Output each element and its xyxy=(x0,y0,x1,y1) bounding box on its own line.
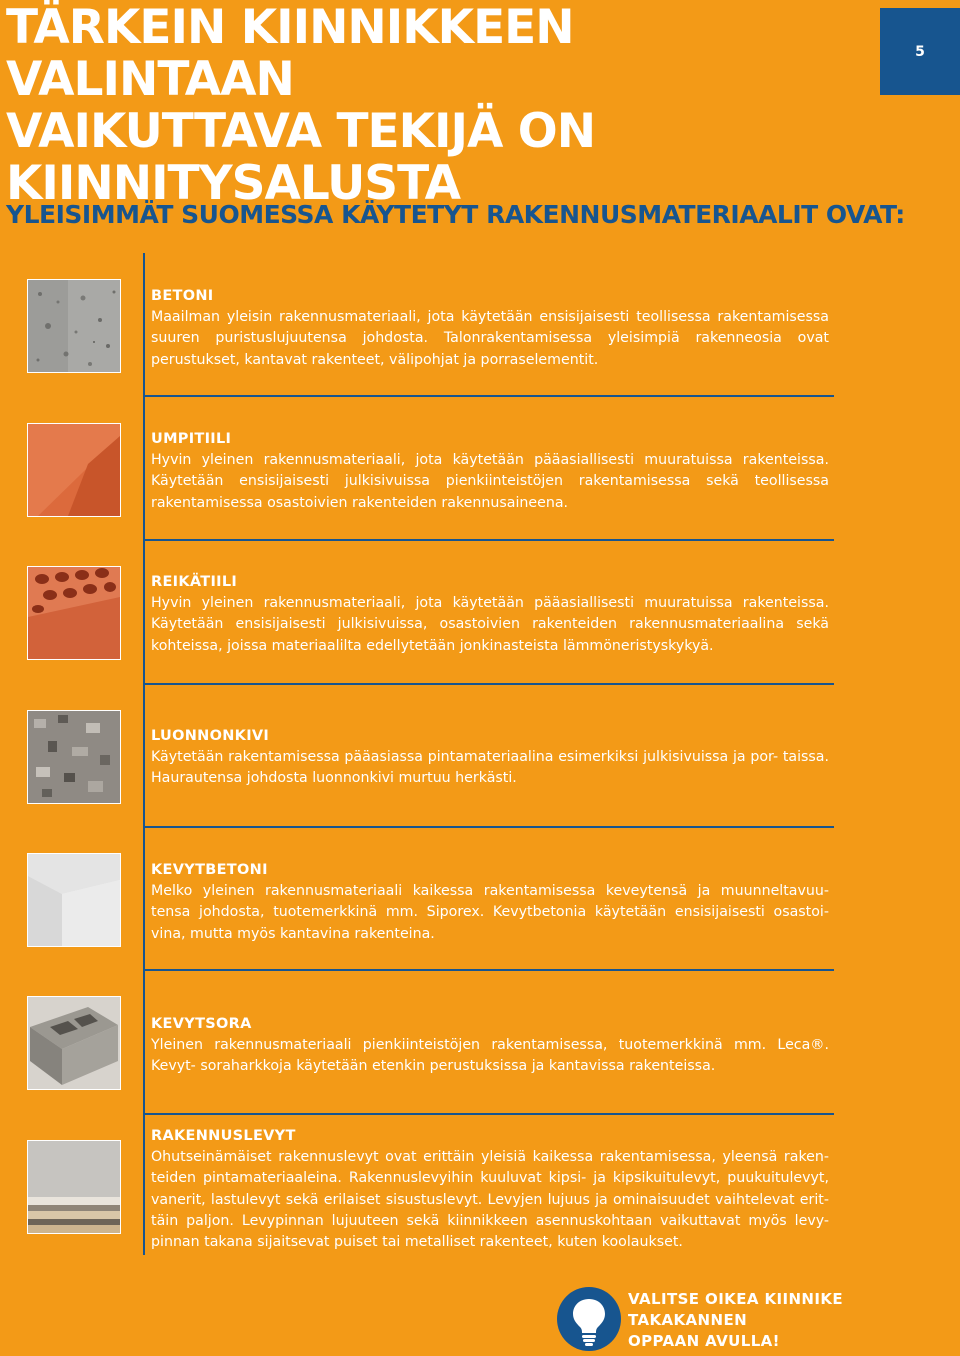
material-description xyxy=(151,450,829,514)
cta-line: VALITSE OIKEA KIINNIKE xyxy=(628,1290,844,1308)
material-title: KEVYTBETONI xyxy=(151,862,268,878)
description-line: vanerit, lastulevyt sekä erilaiset sisustuslevyt. Levyjen lujuus ja ominaisuudet vaihtelevat erit- xyxy=(151,1191,829,1208)
description-line: Käytetään ensisijaisesti julkisivuissa pienkiinteistöjen rakentamisessa sekä teollisessa xyxy=(151,473,829,490)
description-line: täin paljon. Levypinnan lujuuteen sekä kiinnikkeen asennuskohtaan vaikuttavat myös levy- xyxy=(151,1212,829,1229)
description-line: Käytetään ensisijaisesti julkisivuissa, osastoivien rakenteiden rakennusmateriaalina sekä xyxy=(151,616,829,633)
material-kevytbetoni xyxy=(151,860,829,945)
material-kevytsora xyxy=(151,1014,829,1078)
building-boards-image xyxy=(27,1140,121,1234)
page-title-line: TÄRKEIN KIINNIKKEEN VALINTAAN xyxy=(6,0,574,107)
material-description xyxy=(151,747,829,790)
description-line: perustukset, kantavat rakenteet, välipohjat ja porraselementit. xyxy=(151,351,599,368)
lightbulb-icon xyxy=(557,1287,621,1351)
cta-line: TAKAKANNEN xyxy=(628,1311,748,1329)
solid-brick-image xyxy=(27,423,121,517)
material-umpitiili xyxy=(151,429,829,514)
description-line: Hyvin yleinen rakennusmateriaali, jota käytetään pääasiallisesti muuratuissa rakenteissa. xyxy=(151,595,829,611)
description-line: suuren puristuslujuutensa johdosta. Talonrakentamisessa yleisimpiä rakenneosia ovat xyxy=(151,330,829,347)
perforated-brick-image xyxy=(27,566,121,660)
page-number-badge xyxy=(880,8,960,95)
material-title: RAKENNUSLEVYT xyxy=(151,1128,296,1144)
description-line: teiden pintamateriaaleina. Rakennuslevyihin kuuluvat kipsi- ja kipsikuitulevyt, puukuitulevyt, xyxy=(151,1170,829,1187)
page-title-line: KIINNITYSALUSTA xyxy=(6,156,460,211)
material-description xyxy=(151,881,829,945)
description-line: kohteissa, joissa materiaalilta edellytetään jonkinasteista lämmöneristyskykyä. xyxy=(151,637,714,654)
section-divider xyxy=(145,826,834,828)
material-description xyxy=(151,307,829,371)
description-line: vina, mutta myös kantavina rakenteina. xyxy=(151,925,435,942)
description-line: pinnan takana sijaitsevat puiset tai metalliset rakenteet, kuten koolaukset. xyxy=(151,1234,683,1251)
section-divider xyxy=(145,969,834,971)
description-line: rakentamisessa osastoivien rakenteiden rakennusaineena. xyxy=(151,494,569,511)
lightweight-aggregate-block-image xyxy=(27,996,121,1090)
section-divider xyxy=(145,1113,834,1115)
concrete-image xyxy=(27,279,121,373)
vertical-divider xyxy=(143,253,145,1255)
aerated-concrete-image xyxy=(27,853,121,947)
material-luonnonkivi xyxy=(151,726,829,790)
page-title xyxy=(6,2,846,210)
cta-text xyxy=(628,1289,843,1352)
natural-stone-image xyxy=(27,710,121,804)
material-rakennuslevyt xyxy=(151,1126,829,1253)
material-description xyxy=(151,1035,829,1078)
material-title: UMPITIILI xyxy=(151,431,232,447)
section-divider xyxy=(145,539,834,541)
material-title: LUONNONKIVI xyxy=(151,728,270,744)
section-subtitle: YLEISIMMÄT SUOMESSA KÄYTETYT RAKENNUSMATERIAALIT OVAT: xyxy=(6,200,905,229)
material-description xyxy=(151,1147,829,1253)
material-title: BETONI xyxy=(151,288,214,304)
section-divider xyxy=(145,395,834,397)
material-betoni xyxy=(151,286,829,371)
description-line: Hyvin yleinen rakennusmateriaali, jota käytetään pääasiallisesti muuratuissa rakenteissa. xyxy=(151,452,829,468)
description-line: Maailman yleisin rakennusmateriaali, jota käytetään ensisijaisesti teollisessa rakentamisessa xyxy=(151,309,829,325)
description-line: soraharkkoja käytetään etenkin perustuksissa ja kantavissa rakenteissa. xyxy=(200,1058,716,1075)
cta-line: OPPAAN AVULLA! xyxy=(628,1332,780,1350)
material-reikatiili xyxy=(151,572,829,657)
material-title: REIKÄTIILI xyxy=(151,574,238,590)
material-description xyxy=(151,593,829,657)
description-line: Käytetään rakentamisessa pääasiassa pintamateriaalina esimerkiksi julkisivuissa ja por- xyxy=(151,749,779,765)
description-line: Ohutseinämäiset rakennuslevyt ovat erittäin yleisiä kaikessa rakentamisessa, yleensä raken- xyxy=(151,1149,829,1165)
description-line: Yleinen rakennusmateriaali pienkiinteistöjen rakentamisessa, tuotemerkkinä mm. Leca®. Kevyt- xyxy=(151,1037,829,1075)
description-line: Melko yleinen rakennusmateriaali kaikessa rakentamisessa keveytensä ja muunneltavuu- xyxy=(151,883,829,899)
section-divider xyxy=(145,683,834,685)
material-title: KEVYTSORA xyxy=(151,1016,252,1032)
description-line: taissa. Haurautensa johdosta luonnonkivi murtuu herkästi. xyxy=(151,749,829,787)
page-title-line: VAIKUTTAVA TEKIJÄ ON xyxy=(6,104,596,159)
page-number: 5 xyxy=(915,43,925,60)
description-line: tensa johdosta, tuotemerkkinä mm. Siporex. Kevytbetonia käytetään ensisijaisesti osastoi- xyxy=(151,904,829,921)
